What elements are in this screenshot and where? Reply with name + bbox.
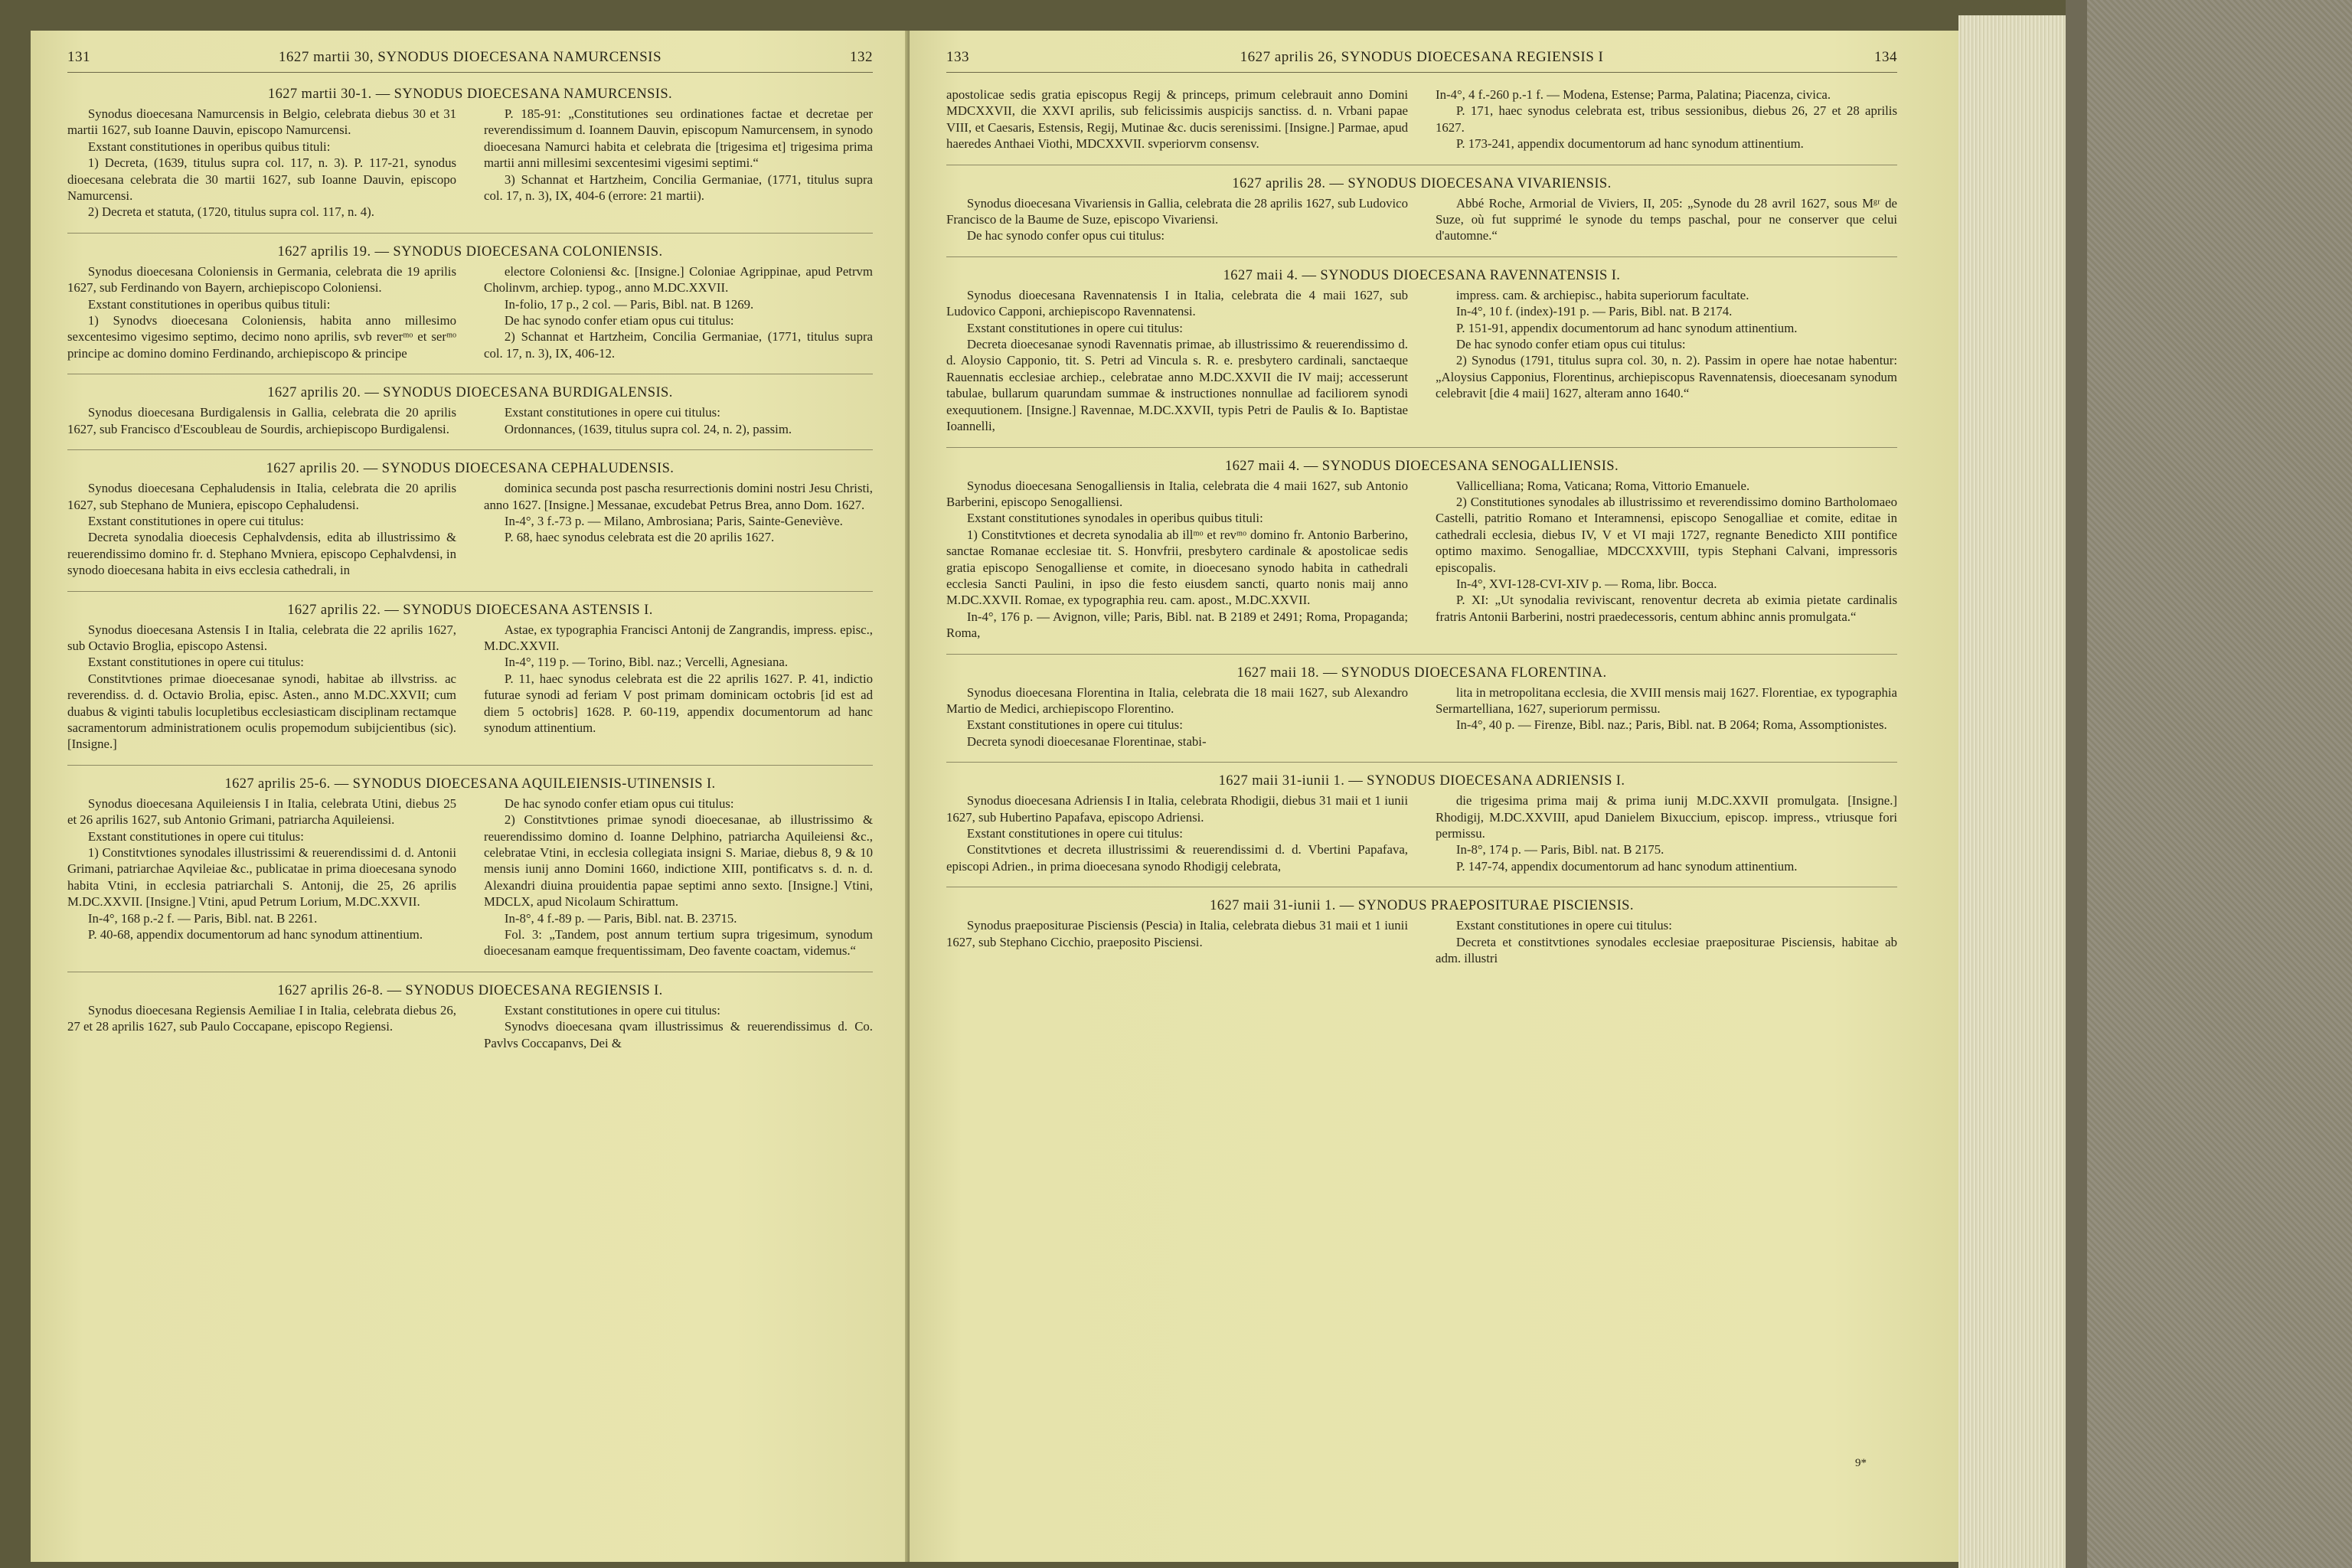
entry-paragraph: In-4°, XVI-128-CVI-XIV p. — Roma, libr. Bocca.: [1455, 576, 1717, 591]
entry-title: 1627 maii 31-iunii 1. — SYNODUS PRAEPOSITURAE PISCIENSIS.: [1210, 898, 1634, 914]
entry-col1: [946, 87, 1408, 152]
entry-paragraph: P. 185-91: „Constitutiones seu ordinationes factae et decretae per reverendissimum d. Ioannem Dauvin, episcopum Namurcensem, in synodo dioecesana Namurci habita et celebrata die [trigesima et] trigesima prima martii anni millesimi sexcentesimi vigesimi septimi.“: [484, 106, 873, 171]
left-running-head: [67, 49, 873, 66]
entry-paragraph: Exstant constitutiones in opere cui titulus:: [87, 513, 304, 528]
entry-paragraph: Exstant constitutiones in opere cui titulus:: [966, 826, 1183, 841]
entry-paragraph: Constitvtiones et decreta illustrissimi & reuerendissimi d. d. Vbertini Papafava, episcopi Adrien., in prima dioecesana synodo Rhodigij celebrata,: [946, 842, 1408, 874]
entry-columns: [946, 195, 1897, 244]
entry-paragraph: 2) Constitutiones synodales ab illustrissimo et reverendissimo domino Bartholomaeo Castelli, patritio Romano et Interamnensi, episcopo Senogalliae et comite, editae in cathedrali ecclesia, diebus IV, V et VI maji 1727, regnante Benedicto XIII pontifice optimo maximo. Senogalliae, MDCCXXVIII, typis Stephani Calvani, impressoris episcopalis.: [1436, 494, 1897, 575]
entry-paragraph: Synodus praepositurae Pisciensis (Pescia) in Italia, celebrata diebus 31 maii et 1 iunii 1627, sub Stephano Cicchio, praeposito Pisciensi.: [946, 918, 1408, 949]
entry-separator: [946, 762, 1897, 763]
synod-entry: [946, 176, 1897, 244]
entry-paragraph: lita in metropolitana ecclesia, die XVIII mensis maij 1627. Florentiae, ex typographia Sermartelliana, 1627, superiorum permissu.: [1436, 684, 1897, 716]
entry-paragraph: Fol. 3: „Tandem, post annum tertium supra trigesimum, synodum dioecesanam eamque frequentissimam, Deo favente coactam, videmus.“: [484, 927, 873, 959]
entry-paragraph: P. 68, haec synodus celebrata est die 20 aprilis 1627.: [504, 530, 775, 545]
entry-paragraph: Synodus dioecesana Cephaludensis in Italia, celebrata die 20 aprilis 1627, sub Stephano de Muniera, episcopo Cephaludensi.: [67, 481, 456, 512]
entry-title: 1627 aprilis 26-8. — SYNODUS DIOECESANA REGIENSIS I.: [277, 982, 663, 998]
right-running-head: [946, 49, 1897, 66]
left-page-number-inner: 132: [850, 49, 873, 65]
entry-columns: [67, 795, 873, 959]
synod-entry: [946, 898, 1897, 966]
synod-entry: [67, 603, 873, 753]
entry-paragraph: Exstant constitutiones in opere cui titulus:: [504, 1002, 720, 1018]
entry-paragraph: Synodus dioecesana Astensis I in Italia, celebrata die 22 aprilis 1627, sub Octavio Broglia, episcopo Astensi.: [67, 622, 456, 653]
entry-paragraph: Synodus dioecesana Adriensis I in Italia, celebrata Rhodigii, diebus 31 maii et 1 iunii 1627, sub Hubertino Papafava, episcopo Adriensi.: [946, 793, 1408, 825]
entry-paragraph: 1) Constitvtiones et decreta synodalia ab illᵐᵒ et revᵐᵒ domino fr. Antonio Barberino, sanctae Romanae ecclesiae tit. S. Honvfrii, presbytero cardinale & apostolicae sedis gratia episcopo Senogalliense et comite, in dioecesano synodo habita in cathedrali ecclesia Sancti Paulini, in ipso die festo eiusdem sancti, quarto nonis maij anno M.DC.XXVII. Romae, ex typographia reu. cam. apost., M.DC.XXVII.: [946, 527, 1408, 608]
entry-paragraph: Astae, ex typographia Francisci Antonij de Zangrandis, impress. episc., M.DC.XXVII.: [484, 622, 873, 653]
entry-paragraph: Decreta synodi dioecesanae Florentinae, stabi-: [966, 733, 1207, 749]
entry-paragraph: De hac synodo confer etiam opus cui titulus:: [504, 795, 734, 811]
entry-paragraph: Synodus dioecesana Aquileiensis I in Italia, celebrata Utini, diebus 25 et 26 aprilis 1627, sub Antonio Grimani, patriarcha Aquileiensi.: [67, 795, 456, 828]
right-header-title: 1627 aprilis 26, SYNODUS DIOECESANA REGIENSIS I: [1240, 49, 1604, 65]
entry-paragraph: Synodus dioecesana Senogalliensis in Italia, celebrata die 4 maii 1627, sub Antonio Barberini, episcopo Senogalliensi.: [946, 478, 1408, 509]
entry-paragraph: Ordonnances, (1639, titulus supra col. 24, n. 2), passim.: [504, 421, 792, 436]
synod-entry: [67, 983, 873, 1051]
book-page-edges: [1958, 15, 2066, 1568]
entry-title: 1627 maii 18. — SYNODUS DIOECESANA FLORENTINA.: [1236, 665, 1607, 681]
entry-title: 1627 maii 4. — SYNODUS DIOECESANA RAVENNATENSIS I.: [1223, 267, 1621, 283]
entry-paragraph: In-folio, 17 p., 2 col. — Paris, Bibl. nat. B 1269.: [504, 296, 754, 312]
entry-paragraph: impress. cam. & archiepisc., habita superiorum facultate.: [1455, 287, 1749, 302]
entry-title: 1627 aprilis 25-6. — SYNODUS DIOECESANA AQUILEIENSIS-UTINENSIS I.: [224, 776, 716, 792]
right-entries: [946, 87, 1897, 966]
entry-paragraph: 2) Decreta et statuta, (1720, titulus supra col. 117, n. 4).: [87, 204, 374, 220]
entry-paragraph: electore Coloniensi &c. [Insigne.] Coloniae Agrippinae, apud Petrvm Cholinvm, archiep. typog., anno M.DC.XXVII.: [484, 263, 873, 296]
entry-paragraph: In-4°, 3 f.-73 p. — Milano, Ambrosiana; Paris, Sainte-Geneviève.: [504, 513, 843, 528]
left-entries: [67, 87, 873, 1051]
synod-entry: [946, 665, 1897, 750]
entry-paragraph: Constitvtiones primae dioecesanae synodi, habitae ab illvstriss. ac reverendiss. d. d. Octavio Brolia, episc. Asten., anno M.DC.XXVII; cum duabus & viginti tabulis locupletibus ecclesiasticam disciplinam rectamque sacramentorum administrationem oculis propemodum subijcientibus (sic). [Insigne.]: [67, 671, 456, 752]
entry-col1: [946, 478, 1408, 642]
entry-paragraph: P. 151-91, appendix documentorum ad hanc synodum attinentium.: [1455, 320, 1798, 335]
header-rule: [67, 72, 873, 73]
entry-paragraph: Synodus dioecesana Vivariensis in Gallia, celebrata die 28 aprilis 1627, sub Ludovico Francisco de la Baume de Suze, episcopo Vivariensi.: [946, 195, 1408, 227]
entry-paragraph: De hac synodo confer etiam opus cui titulus:: [504, 313, 734, 328]
entry-separator: [946, 447, 1897, 448]
synod-entry: [946, 87, 1897, 152]
entry-paragraph: Synodvs dioecesana qvam illustrissimus & reuerendissimus d. Co. Pavlvs Coccapanvs, Dei &: [484, 1019, 873, 1050]
entry-columns: [946, 287, 1897, 435]
entry-paragraph: Exstant constitutiones in opere cui titulus:: [1455, 918, 1672, 933]
entry-paragraph: 2) Synodus (1791, titulus supra col. 30, n. 2). Passim in opere hae notae habentur: „Aloysius Capponius, Florentinus, archiepiscopus Ravennatensis, dioecesanam synodum celebravit [die 4 maii] 1627, alteram anno 1640.“: [1436, 353, 1897, 401]
entry-col2: [1436, 195, 1897, 244]
entry-paragraph: Synodus dioecesana Namurcensis in Belgio, celebrata diebus 30 et 31 martii 1627, sub Ioanne Dauvin, episcopo Namurcensi.: [67, 106, 456, 138]
entry-col2: [484, 263, 873, 361]
entry-col1: [67, 1002, 456, 1051]
entry-paragraph: In-4°, 176 p. — Avignon, ville; Paris, Bibl. nat. B 2189 et 2491; Roma, Propaganda; Roma,: [946, 609, 1408, 641]
entry-columns: [946, 792, 1897, 874]
entry-columns: [67, 1002, 873, 1051]
entry-paragraph: In-4°, 4 f.-260 p.-1 f. — Modena, Estense; Parma, Palatina; Piacenza, civica.: [1436, 87, 1831, 102]
synod-entry: [67, 385, 873, 437]
entry-paragraph: apostolicae sedis gratia episcopus Regij & princeps, primum celebrauit anno Domini MDCXXVII, die XXVI aprilis, sub felicissimis auspicijs sanctiss. d. n. Vrbani papae VIII, et Caesaris, Estensis, Regij, Mutinae &c. ducis serenissimi. [Insigne.] Parmae, apud haeredes Anthaei Viothi, MDCXXVII. svperiorvm consensv.: [946, 87, 1408, 152]
entry-paragraph: Exstant constitutiones in operibus quibus tituli:: [87, 139, 331, 154]
entry-title: 1627 aprilis 20. — SYNODUS DIOECESANA CEPHALUDENSIS.: [266, 461, 675, 477]
entry-columns: [67, 106, 873, 220]
header-rule: [946, 72, 1897, 73]
entry-paragraph: P. 147-74, appendix documentorum ad hanc synodum attinentium.: [1455, 858, 1798, 874]
signature-mark: 9*: [1855, 1457, 1867, 1469]
entry-paragraph: 2) Schannat et Hartzheim, Concilia Germaniae, (1771, titulus supra col. 17, n. 3), IX, 406-12.: [484, 329, 873, 361]
entry-paragraph: Exstant constitutiones in opere cui titulus:: [87, 828, 304, 844]
entry-paragraph: In-4°, 40 p. — Firenze, Bibl. naz.; Paris, Bibl. nat. B 2064; Roma, Assomptionistes.: [1455, 717, 1887, 733]
entry-paragraph: In-4°, 119 p. — Torino, Bibl. naz.; Vercelli, Agnesiana.: [504, 655, 789, 670]
entry-paragraph: Synodus dioecesana Regiensis Aemiliae I in Italia, celebrata diebus 26, 27 et 28 aprilis 1627, sub Paulo Coccapane, episcopo Regiensi.: [67, 1002, 456, 1034]
entry-paragraph: Exstant constitutiones in opere cui titulus:: [966, 717, 1183, 733]
entry-columns: [946, 87, 1897, 152]
entry-col2: [1436, 684, 1897, 750]
left-header-title: 1627 martii 30, SYNODUS DIOECESANA NAMURCENSIS: [278, 49, 662, 65]
entry-col2: [484, 480, 873, 578]
entry-col1: [946, 792, 1408, 874]
entry-col2: [484, 622, 873, 753]
entry-paragraph: P. 173-241, appendix documentorum ad hanc synodum attinentium.: [1455, 136, 1804, 152]
entry-paragraph: Exstant constitutiones in opere cui titulus:: [87, 655, 304, 670]
entry-title: 1627 martii 30-1. — SYNODUS DIOECESANA NAMURCENSIS.: [267, 87, 673, 102]
entry-paragraph: Synodus dioecesana Ravennatensis I in Italia, celebrata die 4 maii 1627, sub Ludovico Capponi, archiepiscopo Ravennatensi.: [946, 287, 1408, 319]
entry-paragraph: De hac synodo confer etiam opus cui titulus:: [1455, 337, 1686, 352]
entry-col2: [484, 1002, 873, 1051]
entry-paragraph: P. 40-68, appendix documentorum ad hanc synodum attinentium.: [87, 927, 423, 942]
left-page-number-outer: 131: [67, 49, 90, 65]
entry-paragraph: Synodus dioecesana Coloniensis in Germania, celebrata die 19 aprilis 1627, sub Ferdinando von Bayern, archiepiscopo Coloniensi.: [67, 263, 456, 296]
entry-paragraph: P. 171, haec synodus celebrata est, tribus sessionibus, diebus 26, 27 et 28 aprilis 1627.: [1436, 103, 1897, 135]
right-page-number-inner: 134: [1874, 49, 1897, 65]
entry-columns: [67, 263, 873, 361]
entry-title: 1627 maii 31-iunii 1. — SYNODUS DIOECESANA ADRIENSIS I.: [1218, 773, 1625, 789]
entry-col2: [484, 404, 873, 437]
entry-separator: [946, 256, 1897, 257]
entry-columns: [946, 684, 1897, 750]
entry-col1: [67, 622, 456, 753]
entry-paragraph: P. 11, haec synodus celebrata est die 22 aprilis 1627. P. 41, indictio futurae synodi ad feriam V post primam dominicam octobris [id est ad diem 5 octobris] 1628. P. 60-119, appendix documentorum ad hanc synodum attinentium.: [484, 671, 873, 735]
entry-paragraph: Vallicelliana; Roma, Vaticana; Roma, Vittorio Emanuele.: [1455, 478, 1750, 493]
entry-columns: [946, 478, 1897, 642]
entry-columns: [67, 480, 873, 578]
entry-col1: [946, 684, 1408, 750]
board-edge: [2066, 0, 2087, 1568]
entry-paragraph: Exstant constitutiones in operibus quibus tituli:: [87, 296, 331, 312]
background-board: [2066, 0, 2352, 1568]
synod-entry: [946, 268, 1897, 435]
synod-entry: [67, 244, 873, 361]
entry-paragraph: die trigesima prima maij & prima iunij M.DC.XXVII promulgata. [Insigne.] Rhodigij, M.DC.XXVIII, apud Danielem Bixuccium, episcop. impress., vtriusque fori permissu.: [1436, 793, 1897, 841]
entry-col1: [946, 195, 1408, 244]
synod-entry: [946, 773, 1897, 874]
entry-col1: [946, 287, 1408, 435]
entry-separator: [946, 654, 1897, 655]
synod-entry: [67, 461, 873, 578]
entry-col2: [484, 106, 873, 220]
entry-columns: [67, 404, 873, 437]
entry-paragraph: Decreta synodalia dioecesis Cephalvdensis, edita ab illustrissimo & reuerendissimo domino fr. d. Stephano Mvniera, episcopo Cephalvdensi, in synodo dioecesana habita in eivs ecclesia cathedrali, in: [67, 530, 456, 578]
entry-col2: [1436, 87, 1897, 152]
synod-entry: [67, 87, 873, 220]
entry-paragraph: Synodus dioecesana Florentina in Italia, celebrata die 18 maii 1627, sub Alexandro Martio de Medici, archiepiscopo Florentino.: [946, 684, 1408, 716]
entry-paragraph: Exstant constitutiones synodales in operibus quibus tituli:: [966, 511, 1263, 526]
entry-columns: [946, 917, 1897, 966]
entry-paragraph: De hac synodo confer opus cui titulus:: [966, 228, 1165, 243]
entry-col1: [67, 106, 456, 220]
entry-col2: [1436, 287, 1897, 435]
entry-paragraph: In-4°, 10 f. (index)-191 p. — Paris, Bibl. nat. B 2174.: [1455, 304, 1733, 319]
right-page-number-outer: 133: [946, 49, 969, 65]
entry-col2: [1436, 792, 1897, 874]
entry-paragraph: Exstant constitutiones in opere cui titulus:: [504, 405, 720, 420]
entry-separator: [67, 765, 873, 766]
left-page: [31, 31, 910, 1562]
entry-paragraph: In-8°, 174 p. — Paris, Bibl. nat. B 2175.: [1455, 842, 1664, 858]
entry-title: 1627 aprilis 22. — SYNODUS DIOECESANA ASTENSIS I.: [287, 602, 653, 618]
entry-paragraph: Synodus dioecesana Burdigalensis in Gallia, celebrata die 20 aprilis 1627, sub Francisco d'Escoubleau de Sourdis, archiepiscopo Burdigalensi.: [67, 405, 456, 436]
entry-paragraph: 2) Constitvtiones primae synodi dioecesanae, ab illustrissimo & reuerendissimo domino d. Ioanne Delphino, patriarcha Aquileiensi &c., celebratae Vtini, in ecclesia collegiata insigni S. Mariae, diebus 8, 9 & 10 mensis iunij anno Domini 1660, indictione XIII, pontificatvs s. d. n. d. Alexandri diuina prouidentia papae septimi anno sexto. [Insigne.] Vtini, MDCLX, apud Nicolaum Schirattum.: [484, 812, 873, 910]
entry-paragraph: Exstant constitutiones in opere cui titulus:: [966, 320, 1183, 335]
entry-paragraph: dominica secunda post pascha resurrectionis domini nostri Jesu Christi, anno 1627. [Insigne.] Messanae, excudebat Petrus Brea, anno Dom. 1627.: [484, 481, 873, 512]
entry-title: 1627 aprilis 19. — SYNODUS DIOECESANA COLONIENSIS.: [277, 243, 663, 260]
entry-paragraph: 1) Synodvs dioecesana Coloniensis, habita anno millesimo sexcentesimo vigesimo septimo, decimo nono aprilis, svb reverᵐᵒ et serᵐᵒ principe ac domino domino Ferdinando, archiepiscopo & principe: [67, 313, 456, 361]
entry-col1: [67, 480, 456, 578]
entry-col1: [946, 917, 1408, 966]
entry-paragraph: Abbé Roche, Armorial de Viviers, II, 205: „Synode du 28 avril 1627, sous Mᵍʳ de Suze, où fut supprimé le synode du temps paschal, pour ne conserver que celui d'automne.“: [1436, 195, 1897, 243]
entry-paragraph: P. XI: „Ut synodalia reviviscant, renoventur decreta ab eximia pietate cardinalis fratris Antonii Barberini, nostri praedecessoris, centum abhinc annis promulgata.“: [1436, 593, 1897, 624]
entry-col2: [484, 795, 873, 959]
synod-entry: [946, 459, 1897, 642]
synod-entry: [67, 776, 873, 959]
entry-col1: [67, 263, 456, 361]
entry-col2: [1436, 478, 1897, 642]
entry-paragraph: Decreta et constitvtiones synodales ecclesiae praepositurae Pisciensis, habitae ab adm. illustri: [1436, 934, 1897, 966]
entry-paragraph: 1) Constitvtiones synodales illustrissimi & reuerendissimi d. d. Antonii Grimani, patriarchae Aqvileiae &c., publicatae in prima dioecesana synodo habita Vtini, in ecclesia patriarchali S. Antonij, die 25, 26 aprilis M.DC.XXVII. [Insigne.] Vtini, apud Petrum Lorium, M.DC.XXVII.: [67, 845, 456, 910]
entry-columns: [67, 622, 873, 753]
entry-separator: [67, 233, 873, 234]
entry-paragraph: 3) Schannat et Hartzheim, Concilia Germaniae, (1771, titulus supra col. 17, n. 3), IX, 404-6 (errore: 21 martii).: [484, 172, 873, 204]
entry-paragraph: 1) Decreta, (1639, titulus supra col. 117, n. 3). P. 117-21, synodus dioecesana celebrata die 30 martii 1627, sub Ioanne Dauvin, episcopo Namurcensi.: [67, 155, 456, 204]
entry-paragraph: Decreta dioecesanae synodi Ravennatis primae, ab illustrissimo & reuerendissimo d. d. Aloysio Capponio, tit. S. Petri ad Vincula s. R. e. presbytero cardinali, sanctaeque Rauennatis ecclesiae archiep., celebratae anno M.DC.XXVII die IV maij; accesserunt tabulae, bullarum quarundam summae & instructiones nonnullae ad faciliorem synodi exequutionem. [Insigne.] Ravennae, M.DC.XXVII, typis Petri de Paulis & Io. Baptistae Ioannelli,: [946, 337, 1408, 434]
entry-separator: [67, 591, 873, 592]
entry-title: 1627 aprilis 28. — SYNODUS DIOECESANA VIVARIENSIS.: [1232, 175, 1612, 191]
entry-paragraph: In-8°, 4 f.-89 p. — Paris, Bibl. nat. B. 23715.: [504, 910, 737, 926]
entry-separator: [67, 449, 873, 450]
right-page: [910, 31, 1958, 1562]
entry-paragraph: In-4°, 168 p.-2 f. — Paris, Bibl. nat. B 2261.: [87, 910, 318, 926]
entry-col1: [67, 795, 456, 959]
entry-title: 1627 maii 4. — SYNODUS DIOECESANA SENOGALLIENSIS.: [1225, 458, 1619, 474]
entry-col1: [67, 404, 456, 437]
entry-col2: [1436, 917, 1897, 966]
entry-title: 1627 aprilis 20. — SYNODUS DIOECESANA BURDIGALENSIS.: [267, 385, 673, 401]
